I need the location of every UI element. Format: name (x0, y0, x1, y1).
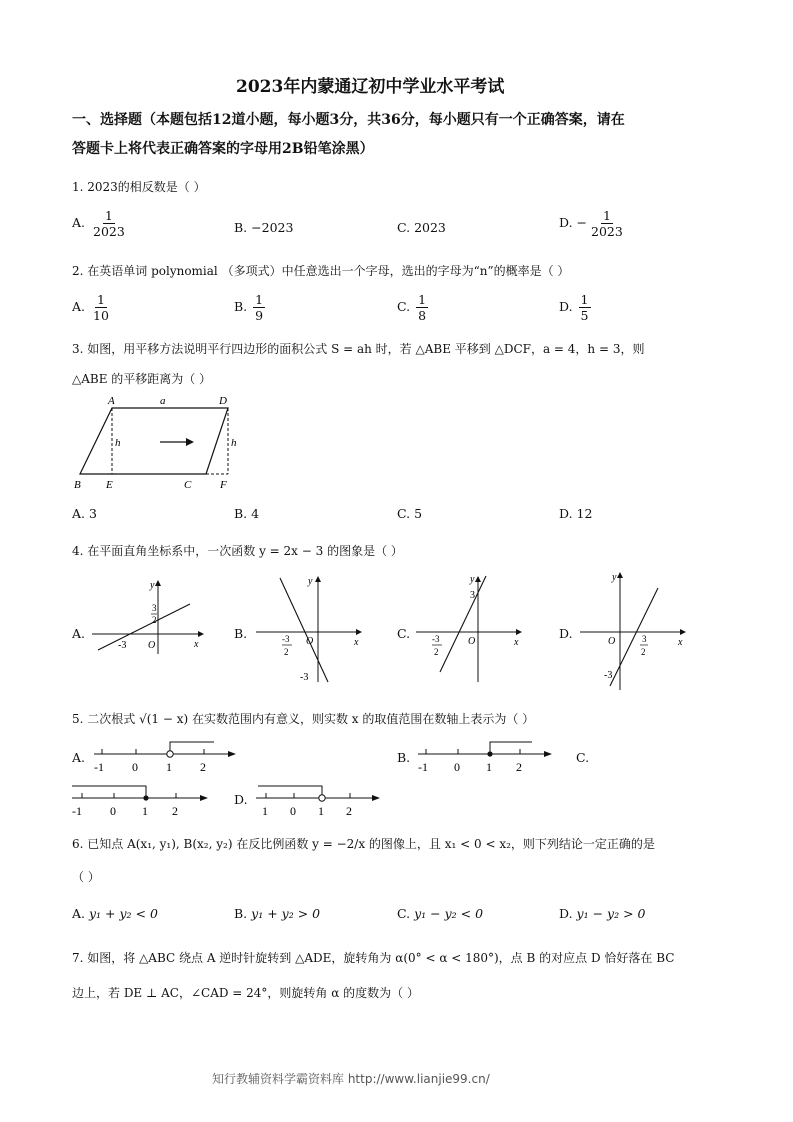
q3-label-A: A (108, 395, 115, 407)
q5-numberline-c (70, 782, 220, 818)
q3-option-c: C. 5 (397, 506, 423, 521)
svg-text:2: 2 (200, 760, 206, 774)
q3-label-E: E (106, 479, 113, 491)
svg-text:0: 0 (454, 760, 460, 774)
svg-text:y: y (150, 580, 155, 591)
svg-text:0: 0 (290, 804, 296, 818)
svg-text:1: 1 (142, 804, 148, 818)
svg-text:2: 2 (172, 804, 178, 818)
svg-text:3: 3 (642, 634, 647, 644)
q5-numberline-a (90, 738, 240, 774)
q3-stem-line2: △ABE 的平移距离为（ ） (72, 372, 212, 386)
q1-option-c: C. 2023 (397, 220, 446, 235)
svg-text:-1: -1 (418, 760, 428, 774)
q5-numberline-b (414, 738, 564, 774)
q3-label-a: a (160, 395, 166, 407)
q4-graph-b (252, 572, 372, 684)
svg-text:-3: -3 (282, 634, 290, 644)
q5-option-d-label: D. (234, 792, 248, 807)
q3-stem-line1: 3. 如图，用平移方法说明平行四边形的面积公式 S = ah 时，若 △ABE 平移到 △DCF，a = 4，h = 3，则 (72, 342, 645, 356)
q3-option-a: A. 3 (72, 506, 97, 521)
q3-label-h2: h (231, 437, 237, 449)
q4-graph-c (412, 572, 532, 684)
svg-text:O: O (148, 640, 156, 651)
q4-graph-d (576, 568, 694, 692)
svg-text:-1: -1 (94, 760, 104, 774)
footer-watermark: 知行教辅资料学霸资料库 http://www.lianjie99.cn/ (212, 1072, 490, 1086)
svg-text:y: y (612, 572, 617, 583)
q4-option-a-label: A. (72, 626, 86, 641)
q3-parallelogram-figure (70, 392, 240, 492)
svg-text:-3: -3 (604, 670, 613, 681)
svg-text:2: 2 (284, 647, 289, 657)
q4-option-c-label: C. (397, 626, 411, 641)
svg-text:-1: -1 (72, 804, 82, 818)
svg-text:2: 2 (434, 647, 439, 657)
q4-stem: 4. 在平面直角坐标系中，一次函数 y = 2x − 3 的图象是（ ） (72, 544, 403, 558)
q2-stem: 2. 在英语单词 polynomial （多项式）中任意选出一个字母，选出的字母为“n”的概率是（ ） (72, 264, 570, 278)
q3-label-C: C (184, 479, 192, 491)
q5-option-c-label: C. (576, 750, 590, 765)
q6-stem-line1: 6. 已知点 A(x₁, y₁), B(x₂, y₂) 在反比例函数 y = −2/x 的图像上，且 x₁ < 0 < x₂，则下列结论一定正确的是 (72, 837, 655, 851)
svg-text:1: 1 (486, 760, 492, 774)
q7-stem-line2: 边上，若 DE ⊥ AC，∠CAD = 24°，则旋转角 α 的度数为（ ） (72, 986, 419, 1000)
svg-text:-3: -3 (432, 634, 440, 644)
svg-text:O: O (468, 636, 476, 647)
svg-text:-3: -3 (300, 672, 309, 683)
q6-option-d: D. y₁ − y₂ > 0 (559, 906, 646, 921)
svg-text:x: x (678, 637, 683, 648)
q1-option-b: B. −2023 (234, 220, 294, 235)
svg-text:2: 2 (516, 760, 522, 774)
q1-stem: 1. 2023的相反数是（ ） (72, 180, 206, 194)
svg-text:3: 3 (152, 603, 157, 613)
svg-text:1: 1 (166, 760, 172, 774)
q3-label-h1: h (115, 437, 121, 449)
q4-graph-a (90, 578, 210, 656)
q3-option-b: B. 4 (234, 506, 260, 521)
svg-text:y: y (308, 576, 313, 587)
q7-stem-line1: 7. 如图，将 △ABC 绕点 A 逆时针旋转到 △ADE，旋转角为 α(0° < α < 180°)，点 B 的对应点 D 恰好落在 BC (72, 951, 675, 965)
section-heading-line1: 一、选择题（本题包括12道小题，每小题3分，共36分，每小题只有一个正确答案，请在 (72, 112, 625, 128)
svg-text:2: 2 (346, 804, 352, 818)
svg-text:2: 2 (152, 615, 157, 625)
svg-text:x: x (194, 639, 199, 650)
page-title: 2023年内蒙通辽初中学业水平考试 (236, 77, 505, 97)
svg-text:-3: -3 (118, 640, 127, 651)
q3-label-D: D (219, 395, 227, 407)
svg-text:x: x (354, 637, 359, 648)
q1-a-num: 1 (104, 208, 113, 223)
svg-text:0: 0 (132, 760, 138, 774)
svg-text:0: 0 (110, 804, 116, 818)
q2-option-c: C. $\frac{1}{8}$ (397, 292, 427, 323)
svg-text:y: y (470, 574, 475, 585)
q4-option-b-label: B. (234, 626, 248, 641)
section-heading-line2: 答题卡上将代表正确答案的字母用2B铅笔涂黑） (72, 141, 374, 157)
svg-text:O: O (608, 636, 616, 647)
q5-numberline-d (254, 782, 384, 818)
svg-text:O: O (306, 636, 314, 647)
svg-text:x: x (514, 637, 519, 648)
q4-option-d-label: D. (559, 626, 573, 641)
q6-option-b: B. y₁ + y₂ > 0 (234, 906, 321, 921)
q1-option-a: A. $\frac{1}{2023}$ (72, 208, 125, 239)
q3-label-B: B (74, 479, 81, 491)
q1-a-den: 2023 (93, 224, 125, 239)
q2-option-b: B. $\frac{1}{9}$ (234, 292, 264, 323)
q5-option-a-label: A. (72, 750, 86, 765)
q2-option-a: A. $\frac{1}{10}$ (72, 292, 109, 323)
svg-text:1: 1 (262, 804, 268, 818)
svg-text:2: 2 (641, 647, 646, 657)
q3-label-F: F (220, 479, 227, 491)
q2-option-d: D. $\frac{1}{5}$ (559, 292, 589, 323)
q6-stem-line2: （ ） (72, 870, 100, 884)
q5-stem: 5. 二次根式 √(1 − x) 在实数范围内有意义，则实数 x 的取值范围在数轴上表示为（ ） (72, 712, 535, 726)
q1-option-d: D. − $\frac{1}{2023}$ (559, 208, 623, 239)
q5-option-b-label: B. (397, 750, 411, 765)
q6-option-c: C. y₁ − y₂ < 0 (397, 906, 484, 921)
svg-text:3: 3 (470, 590, 475, 601)
q3-option-d: D. 12 (559, 506, 593, 521)
svg-text:1: 1 (318, 804, 324, 818)
q6-option-a: A. y₁ + y₂ < 0 (72, 906, 158, 921)
